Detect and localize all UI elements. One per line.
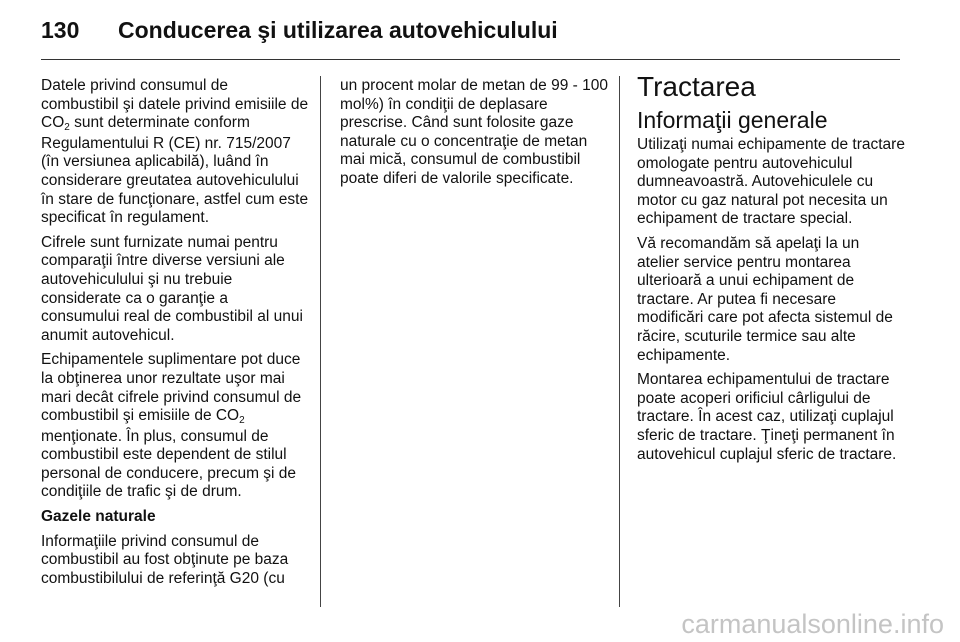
subscript: 2 xyxy=(239,415,245,427)
section-heading: Tractarea xyxy=(637,71,756,102)
paragraph: Echipamentele suplimentare pot duce la obţinerea unor rezultate uşor mai mari decât cifrele privind consumul de combustibil şi emisiile de CO2 menţionate. În plus, consumul de combustibil este dependent de stilul personal de conducere, precum şi de condiţiile de trafic şi de drum. xyxy=(41,351,302,501)
paragraph: Cifrele sunt furnizate numai pentru comparaţii între diverse versiuni ale autovehiculului şi nu trebuie considerate ca o garanţie a consumului real de combustibil al unui anumit autovehicul. xyxy=(41,233,303,344)
paragraph: Utilizaţi numai echipamente de tractare omologate pentru autovehiculul dumneavoastră. Autovehiculele cu motor cu gaz natural pot necesita un echipament de tractare special. xyxy=(637,136,905,228)
paragraph: Datele privind consumul de combustibil şi datele privind emisiile de CO2 sunt determinate conform Regulamentului R (CE) nr. 715/2007 (în versiunea aplicabilă), luând în considerare greutatea autovehiculului în stare de funcţionare, astfel cum este specificat în regulament. xyxy=(41,77,309,227)
text-column-2 xyxy=(340,77,608,195)
paragraph: Vă recomandăm să apelaţi la un atelier service pentru montarea ulterioară a unui echipament de tractare. Ar putea fi necesare modificări care pot afecta sistemul de răcire, scuturile termice sau alte echipamente. xyxy=(637,234,893,364)
section-subheading: Informaţii generale xyxy=(637,107,828,133)
column-divider-1 xyxy=(320,76,321,607)
page-number: 130 xyxy=(41,17,80,43)
header-divider xyxy=(41,59,900,60)
watermark: carmanualsonline.info xyxy=(681,609,944,639)
paragraph: Informaţiile privind consumul de combustibil au fost obţinute pe baza combustibilului de referinţă G20 (cu xyxy=(41,532,289,587)
section-subheading: Gazele naturale xyxy=(41,508,156,526)
column-divider-2 xyxy=(619,76,620,607)
paragraph: un procent molar de metan de 99 - 100 mol%) în condiţii de deplasare prescrise. Când sunt folosite gaze naturale cu o concentraţie de metan mai mică, consumul de combustibil poate diferi de valorile specificate. xyxy=(340,77,608,187)
text-column-3 xyxy=(637,71,905,470)
page-title: Conducerea şi utilizarea autovehiculului xyxy=(118,17,558,43)
page-header xyxy=(41,17,921,47)
paragraph: Montarea echipamentului de tractare poate acoperi orificiul cârligului de tractare. În acest caz, utilizaţi cuplajul sferic de tractare. Ţineţi permanent în autovehicul cuplajul sferic de tractare. xyxy=(637,371,897,463)
subscript: 2 xyxy=(64,122,70,134)
text-column-1 xyxy=(41,77,309,594)
